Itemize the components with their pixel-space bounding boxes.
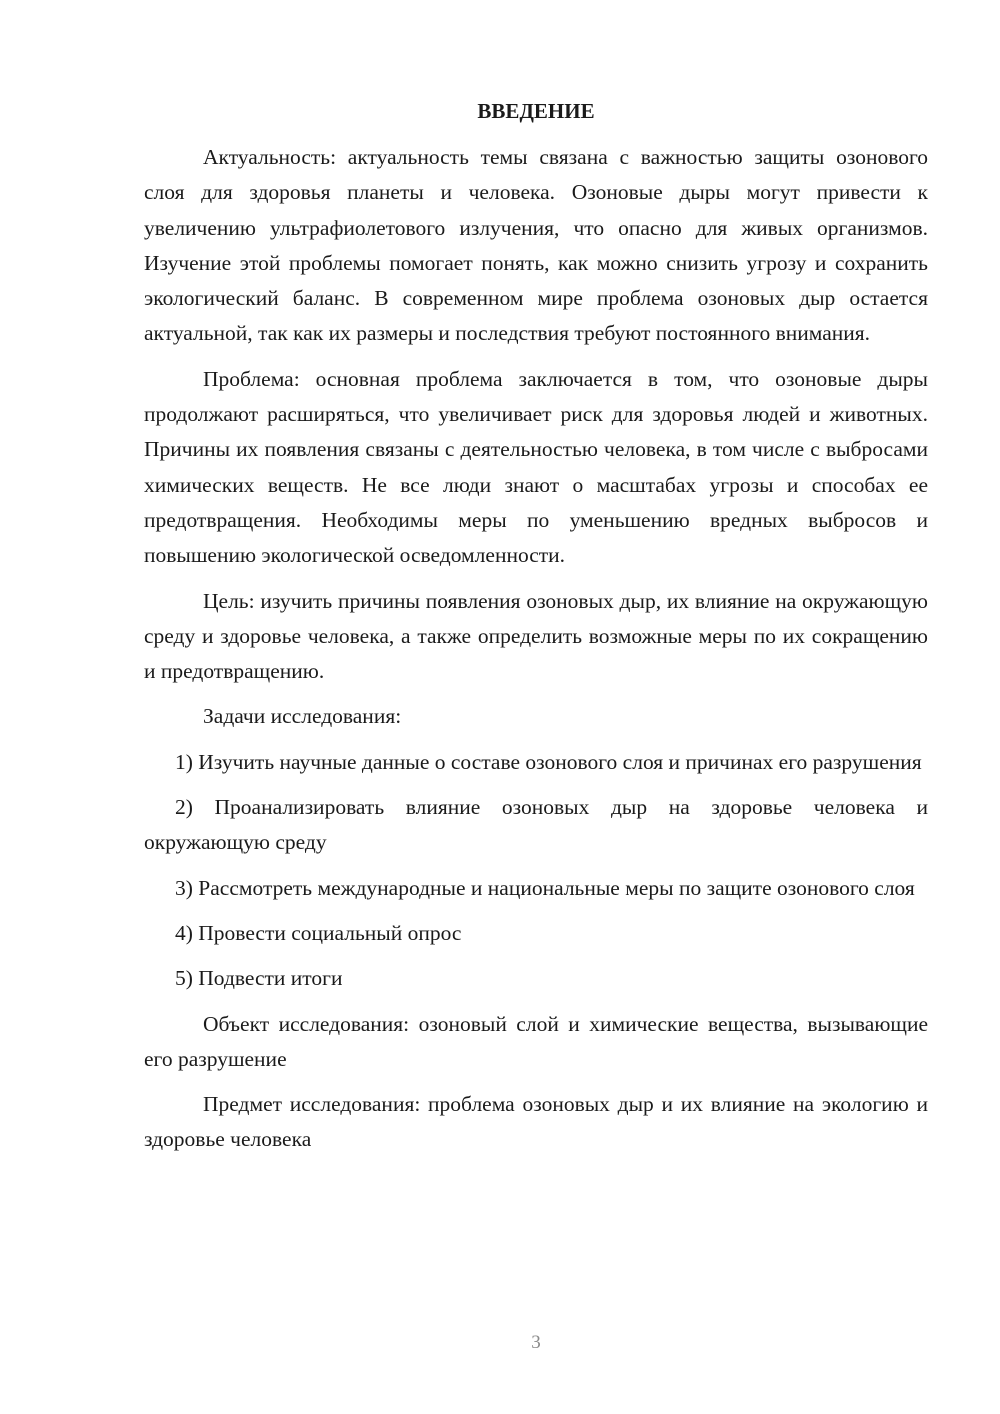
task-item-1: 1) Изучить научные данные о составе озонового слоя и причинах его разрушения bbox=[175, 749, 922, 774]
tasks-heading: Задачи исследования: bbox=[203, 704, 402, 729]
paragraph-goal: Цель: изучить причины появления озоновых дыр, их влияние на окружающую среду и здоровье человека, а также определить возможные меры по их сокращению и предотвращению. bbox=[144, 588, 928, 684]
page-title: ВВЕДЕНИЕ bbox=[477, 99, 595, 123]
page-number: 3 bbox=[531, 1332, 541, 1353]
task-item-2: 2) Проанализировать влияние озоновых дыр на здоровье человека и окружающую среду bbox=[144, 795, 928, 855]
paragraph-subject: Предмет исследования: проблема озоновых дыр и их влияние на экологию и здоровье человека bbox=[144, 1092, 928, 1152]
paragraph-relevance: Актуальность: актуальность темы связана с важностью защиты озонового слоя для здоровья планеты и человека. Озоновые дыры могут привести к увеличению ультрафиолетового излучения, что опасно для живых организмов. Изучение этой проблемы помогает понять, как можно снизить угрозу и сохранить экологический баланс. В современном мире проблема озоновых дыр остается актуальной, так как их размеры и последствия требуют постоянного внимания. bbox=[144, 145, 928, 346]
task-item-5: 5) Подвести итоги bbox=[175, 966, 343, 991]
paragraph-object: Объект исследования: озоновый слой и химические вещества, вызывающие его разрушение bbox=[144, 1011, 928, 1071]
paragraph-problem: Проблема: основная проблема заключается в том, что озоновые дыры продолжают расширяться, что увеличивает риск для здоровья людей и животных. Причины их появления связаны с деятельностью человека, в том числе с выбросами химических веществ. Не все люди знают о масштабах угрозы и способах ее предотвращения. Необходимы меры по уменьшению вредных выбросов и повышению экологической осведомленности. bbox=[144, 366, 928, 568]
task-item-3: 3) Рассмотреть международные и национальные меры по защите озонового слоя bbox=[175, 875, 915, 900]
task-item-4: 4) Провести социальный опрос bbox=[175, 920, 462, 945]
page-content bbox=[144, 96, 928, 1168]
